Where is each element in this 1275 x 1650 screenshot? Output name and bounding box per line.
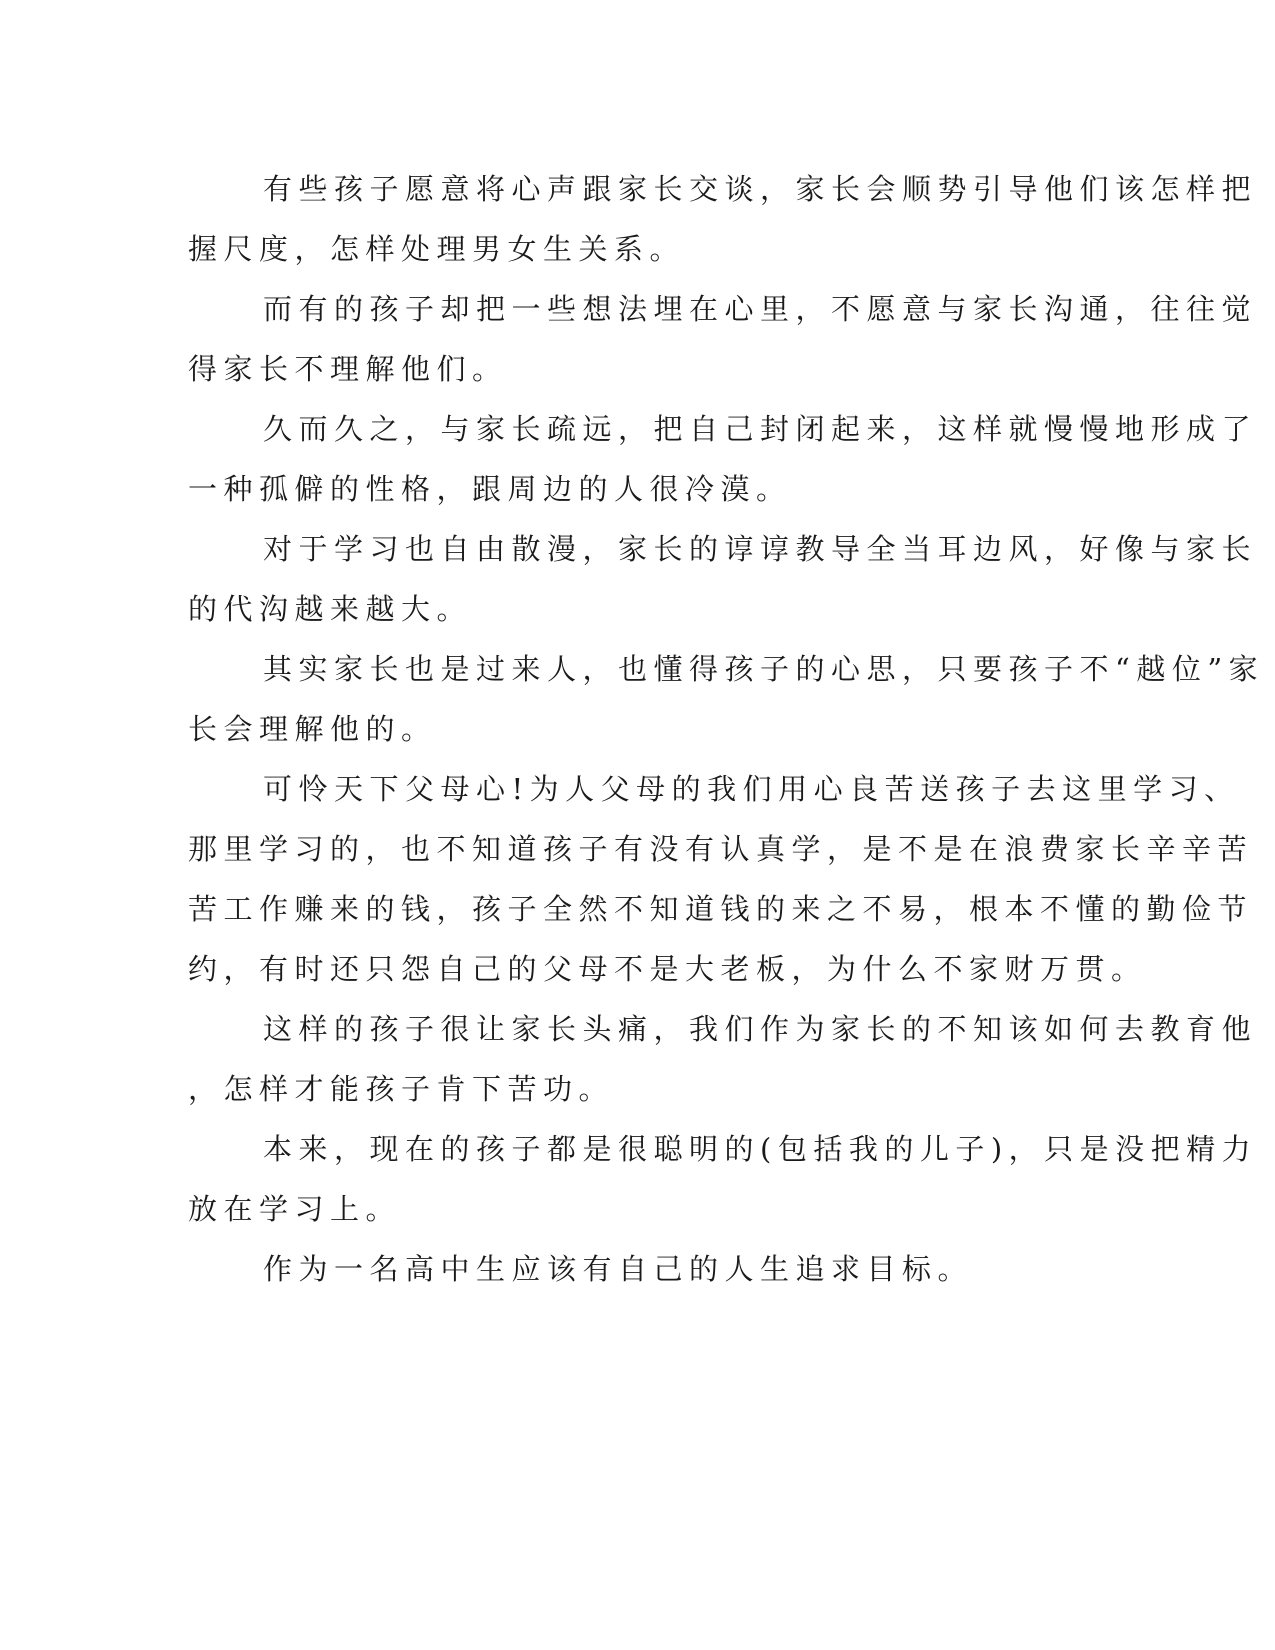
text-line: 那里学习的，也不知道孩子有没有认真学，是不是在浪费家长辛辛苦 — [188, 832, 1254, 866]
text-line: 本来，现在的孩子都是很聪明的(包括我的儿子)，只是没把精力 — [263, 1132, 1258, 1166]
paragraph — [188, 639, 1265, 759]
paragraph — [188, 1239, 1073, 1299]
paragraph — [188, 399, 1258, 519]
text-line: 约，有时还只怨自己的父母不是大老板，为什么不家财万贯。 — [188, 952, 1147, 986]
paragraph — [188, 159, 1258, 279]
text-line: 对于学习也自由散漫，家长的谆谆教导全当耳边风，好像与家长 — [263, 532, 1258, 566]
text-line: 有些孩子愿意将心声跟家长交谈，家长会顺势引导他们该怎样把 — [263, 172, 1258, 206]
text-line: 苦工作赚来的钱，孩子全然不知道钱的来之不易，根本不懂的勤俭节 — [188, 892, 1254, 926]
text-line: 得家长不理解他们。 — [188, 352, 508, 386]
text-line: 一种孤僻的性格，跟周边的人很冷漠。 — [188, 472, 792, 506]
text-line: 可怜天下父母心!为人父母的我们用心良苦送孩子去这里学习、 — [263, 772, 1240, 806]
text-line: 的代沟越来越大。 — [188, 592, 473, 626]
paragraph — [188, 519, 1258, 639]
text-line: 握尺度，怎样处理男女生关系。 — [188, 232, 686, 266]
document-body — [188, 159, 1265, 1299]
paragraph — [188, 279, 1258, 399]
text-line: 而有的孩子却把一些想法埋在心里，不愿意与家长沟通，往往觉 — [263, 292, 1258, 326]
text-line: 长会理解他的。 — [188, 712, 437, 746]
text-line: 放在学习上。 — [188, 1192, 402, 1226]
paragraph — [188, 999, 1258, 1119]
text-line: 其实家长也是过来人，也懂得孩子的心思，只要孩子不“越位”家 — [263, 652, 1265, 686]
text-line: 这样的孩子很让家长头痛，我们作为家长的不知该如何去教育他 — [263, 1012, 1258, 1046]
paragraph — [188, 759, 1254, 999]
paragraph — [188, 1119, 1258, 1239]
text-line: ，怎样才能孩子肯下苦功。 — [188, 1072, 615, 1106]
text-line: 久而久之，与家长疏远，把自己封闭起来，这样就慢慢地形成了 — [263, 412, 1258, 446]
text-line: 作为一名高中生应该有自己的人生追求目标。 — [263, 1252, 974, 1286]
